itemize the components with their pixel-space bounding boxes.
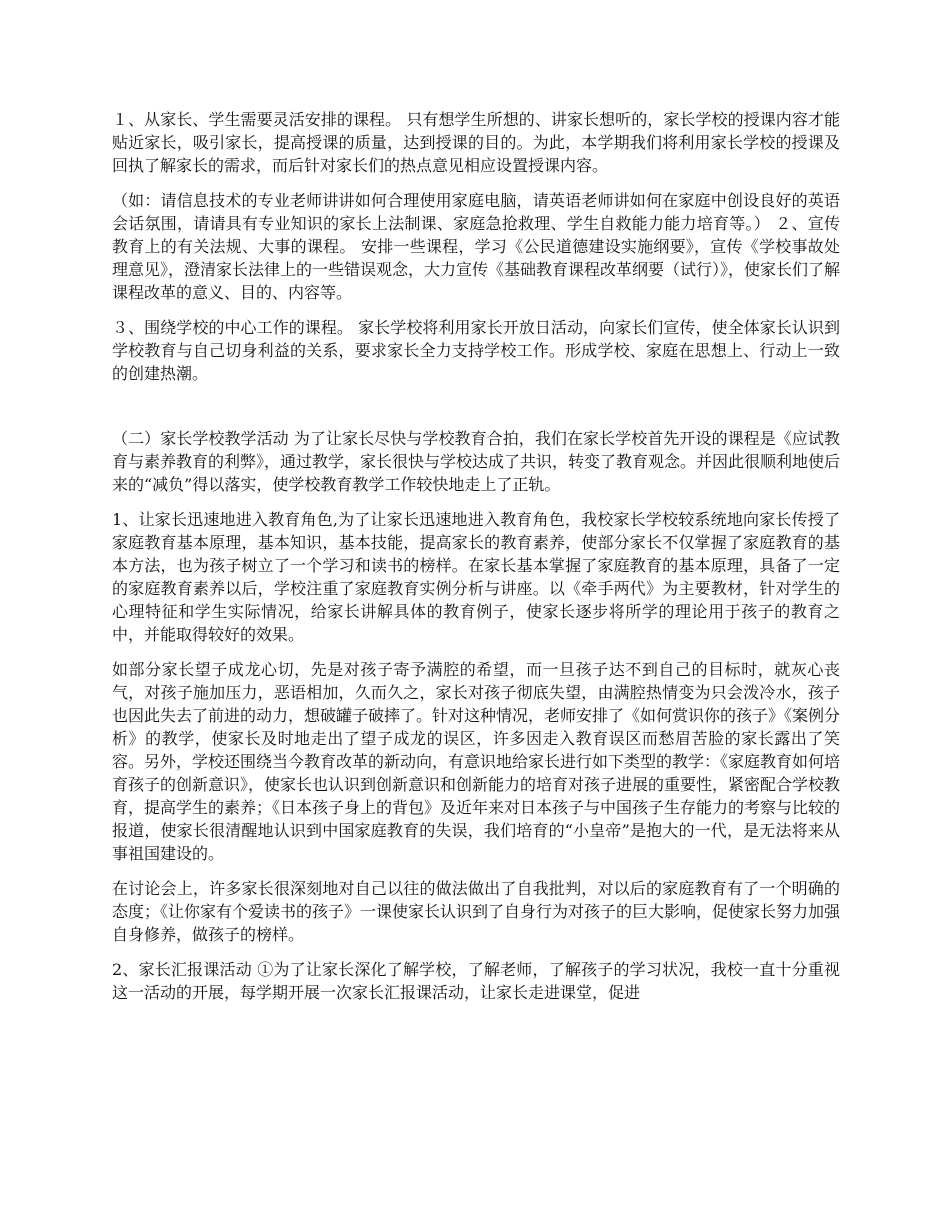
paragraph-course-examples: （如：请信息技术的专业老师讲讲如何合理使用家庭电脑，请英语老师讲如何在家庭中创设良好的英语会话氛围，请请具有专业知识的家长上法制课、家庭急抢救理、学生自救能力能力培育等。） ２、宣传教育上的有关法规、大事的课程。 安排一些课程，学习《公民道德建设实施纲要》，宣传《学校事故处理意见》，澄清家长法律上的一些错误观念，大力宣传《基础教育课程改革纲要（试行）》，使家长们了解课程改革的意义、目的、内容等。 xyxy=(112,191,841,302)
paragraph-center-work: ３、围绕学校的中心工作的课程。 家长学校将利用家长开放日活动，向家长们宣传，使全体家长认识到学校教育与自己切身利益的关系，要求家长全力支持学校工作。形成学校、家庭在思想上、行动上一致的创建热潮。 xyxy=(112,318,840,383)
paragraph-report-class: 2、家长汇报课活动 ①为了让家长深化了解学校，了解老师，了解孩子的学习状况，我校一直十分重视这一活动的开展，每学期开展一次家长汇报课活动，让家长走进课堂，促进 xyxy=(112,960,840,1002)
paragraph-discussion: 在讨论会上，许多家长很深刻地对自己以往的做法做出了自我批判，对以后的家庭教育有了一个明确的态度；《让你家有个爱读书的孩子》一课使家长认识到了自身行为对孩子的巨大影响，促使家长努力加强自身修养，做孩子的榜样。 xyxy=(112,879,841,944)
document-body xyxy=(112,108,840,1016)
paragraph-parent-expectations: 如部分家长望子成龙心切，先是对孩子寄予满腔的希望，而一旦孩子达不到自己的目标时，就灰心丧气，对孩子施加压力，恶语相加，久而久之，家长对孩子彻底失望，由满腔热情变为只会泼冷水，孩子也因此失去了前进的动力，想破罐子破摔了。针对这种情况，老师安排了《如何赏识你的孩子》《案例分析》的教学，使家长及时地走出了望子成龙的误区，许多因走入教育误区而愁眉苦脸的家长露出了笑容。另外，学校还围绕当今教育改革的新动向，有意识地给家长进行如下类型的教学：《家庭教育如何培育孩子的创新意识》，使家长也认识到创新意识和创新能力的培育对孩子进展的重要性，紧密配合学校教育，提高学生的素养；《日本孩子身上的背包》及近年来对日本孩子与中国孩子生存能力的考察与比较的报道，使家长很清醒地认识到中国家庭教育的失误，我们培育的“小皇帝”是抱大的一代，是无法将来从事祖国建设的。 xyxy=(112,660,841,863)
paragraph-teaching-activities: （二）家长学校教学活动 为了让家长尽快与学校教育合拍，我们在家长学校首先开设的课程是《应试教育与素养教育的利弊》，通过教学，家长很快与学校达成了共识，转变了教育观念。并因此很顺利地使后来的“减负”得以落实，使学校教育教学工作较快地走上了正轨。 xyxy=(112,429,841,494)
paragraph-education-role: 1、让家长迅速地进入教育角色,为了让家长迅速地进入教育角色，我校家长学校较系统地向家长传授了家庭教育基本原理，基本知识，基本技能，提高家长的教育素养，使部分家长不仅掌握了家庭教育的基本方法，也为孩子树立了一个学习和读书的榜样。在家长基本掌握了家庭教育的基本原理，具备了一定的家庭教育素养以后，学校注重了家庭教育实例分析与讲座。以《牵手两代》为主要教材，针对学生的心理特征和学生实际情况，给家长讲解具体的教育例子，使家长逐步将所学的理论用于孩子的教育之中，并能取得较好的效果。 xyxy=(112,510,840,644)
paragraph-course-flexible: １、从家长、学生需要灵活安排的课程。 只有想学生所想的、讲家长想听的，家长学校的授课内容才能贴近家长，吸引家长，提高授课的质量，达到授课的目的。为此，本学期我们将利用家长学校的授课及回执了解家长的需求，而后针对家长们的热点意见相应设置授课内容。 xyxy=(112,110,840,175)
